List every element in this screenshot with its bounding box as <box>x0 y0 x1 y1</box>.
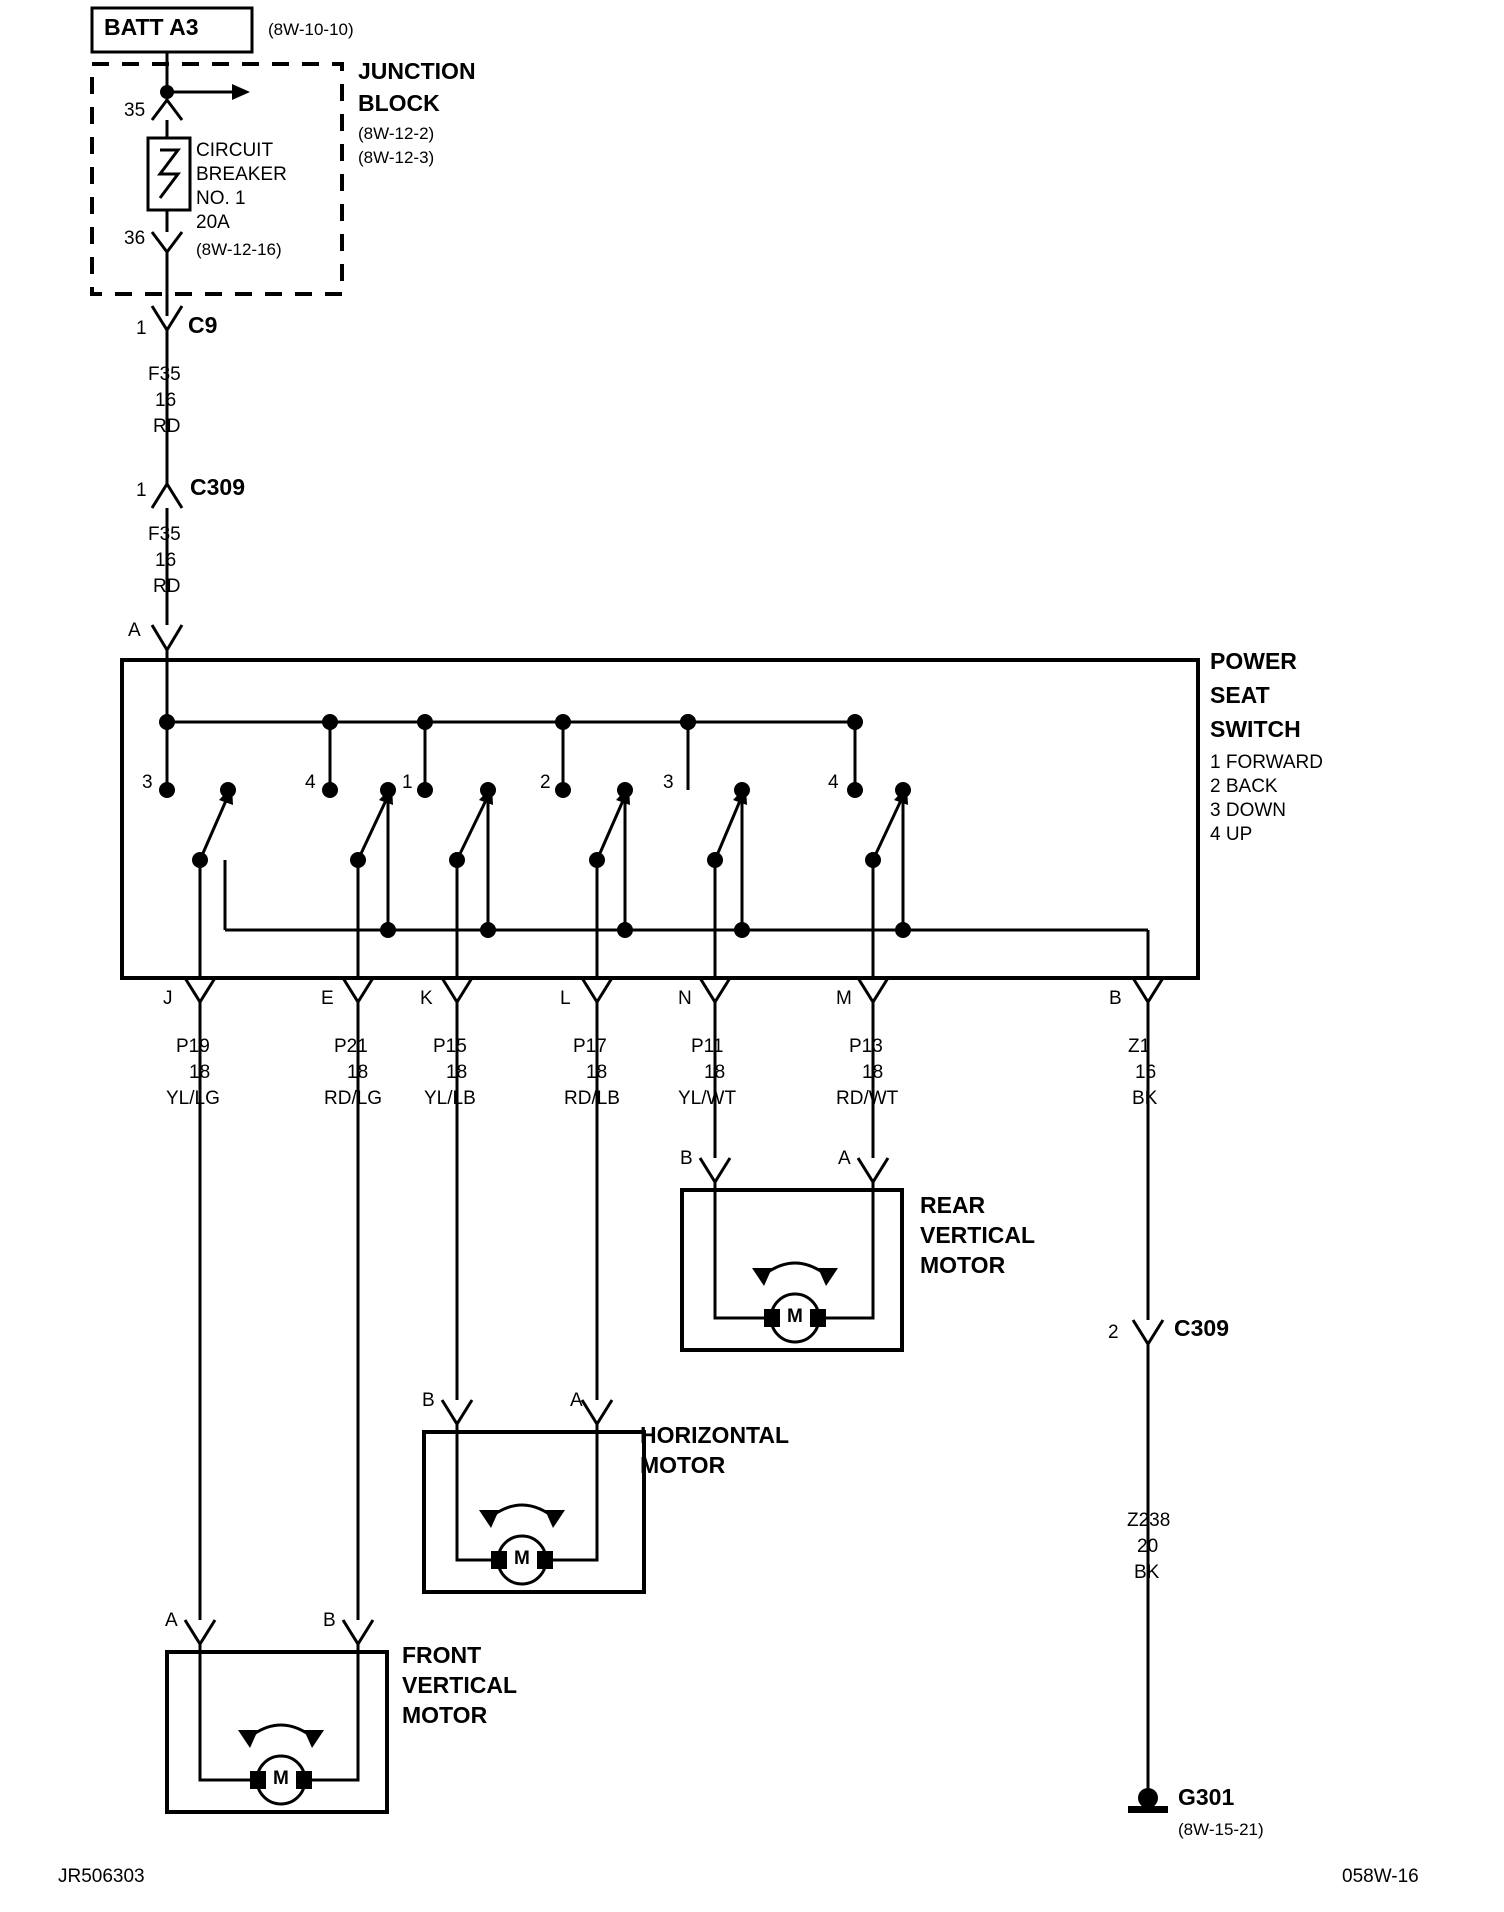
rear-motor-pin-left: B <box>680 1148 693 1169</box>
wire-b-color: BK <box>1132 1088 1158 1109</box>
wire-e-gauge: 18 <box>347 1062 369 1083</box>
horizontal-motor-pin-right: A <box>570 1390 583 1411</box>
ground-wire-circuit: Z238 <box>1127 1510 1171 1531</box>
rear-motor-line2: VERTICAL <box>920 1222 1035 1248</box>
wire-e-circuit: P21 <box>334 1036 368 1057</box>
junction-block-ref2: (8W-12-3) <box>358 148 435 167</box>
feed-top-color: RD <box>153 416 181 437</box>
rear-motor-symbol: M <box>787 1306 803 1327</box>
feed-top-circuit: F35 <box>148 364 181 385</box>
wire-l-gauge: 18 <box>586 1062 608 1083</box>
switch-legend-2: 3 DOWN <box>1210 800 1286 821</box>
wire-j-circuit: P19 <box>176 1036 210 1057</box>
wire-j-gauge: 18 <box>189 1062 211 1083</box>
switch-output-pin-k: K <box>420 988 433 1009</box>
horizontal-motor-line1: HORIZONTAL <box>640 1422 790 1448</box>
footer-right: 058W-16 <box>1342 1866 1419 1887</box>
breaker-reference: (8W-12-16) <box>196 240 282 259</box>
wire-n-gauge: 18 <box>704 1062 726 1083</box>
feed-mid-circuit: F35 <box>148 524 181 545</box>
wire-l-circuit: P17 <box>573 1036 607 1057</box>
switch-legend-1: 2 BACK <box>1210 776 1278 797</box>
wire-n-circuit: P11 <box>691 1036 724 1057</box>
ground-point-name: G301 <box>1178 1784 1235 1810</box>
footer-left: JR506303 <box>58 1866 145 1887</box>
c9-name: C9 <box>188 312 218 338</box>
switch-output-pin-b: B <box>1109 988 1122 1009</box>
wire-j-color: YL/LG <box>166 1088 220 1109</box>
wire-k-gauge: 18 <box>446 1062 468 1083</box>
c9-pin: 1 <box>136 318 147 339</box>
breaker-line4: 20A <box>196 212 230 233</box>
horizontal-motor-line2: MOTOR <box>640 1452 726 1478</box>
junction-block-line1: JUNCTION <box>358 58 476 84</box>
switch-title-line3: SWITCH <box>1210 716 1301 742</box>
horizontal-motor-symbol: M <box>514 1548 530 1569</box>
wire-m-circuit: P13 <box>849 1036 883 1057</box>
rear-motor-line3: MOTOR <box>920 1252 1006 1278</box>
wire-b-circuit: Z1 <box>1128 1036 1151 1057</box>
breaker-line1: CIRCUIT <box>196 140 274 161</box>
battery-reference: (8W-10-10) <box>268 20 354 39</box>
feed-top-gauge: 16 <box>155 390 177 411</box>
wire-k-color: YL/LB <box>424 1088 476 1109</box>
wire-k-circuit: P15 <box>433 1036 467 1057</box>
wire-l-color: RD/LB <box>564 1088 620 1109</box>
junction-block-ref1: (8W-12-2) <box>358 124 435 143</box>
horizontal-motor-pin-left: B <box>422 1390 435 1411</box>
switch-position-0: 3 <box>142 772 153 793</box>
switch-position-5: 4 <box>828 772 839 793</box>
switch-position-3: 2 <box>540 772 551 793</box>
switch-input-pin: A <box>128 620 141 641</box>
rear-motor-line1: REAR <box>920 1192 986 1218</box>
c309-bottom-pin: 2 <box>1108 1322 1119 1343</box>
breaker-line2: BREAKER <box>196 164 287 185</box>
wire-b-gauge: 16 <box>1135 1062 1157 1083</box>
c309-top-name: C309 <box>190 474 245 500</box>
wire-m-color: RD/WT <box>836 1088 899 1109</box>
switch-output-pin-m: M <box>836 988 852 1009</box>
switch-title-line2: SEAT <box>1210 682 1270 708</box>
switch-output-pin-l: L <box>560 988 571 1009</box>
front-motor-pin-left: A <box>165 1610 178 1631</box>
rear-motor-pin-right: A <box>838 1148 851 1169</box>
front-motor-line2: VERTICAL <box>402 1672 517 1698</box>
switch-position-2: 1 <box>402 772 413 793</box>
battery-label: BATT A3 <box>104 14 199 40</box>
junction-pin-35: 35 <box>124 100 146 121</box>
switch-position-4: 3 <box>663 772 674 793</box>
c309-bottom-name: C309 <box>1174 1315 1229 1341</box>
ground-wire-color: BK <box>1134 1562 1160 1583</box>
switch-output-pin-e: E <box>321 988 334 1009</box>
junction-block-line2: BLOCK <box>358 90 440 116</box>
wire-e-color: RD/LG <box>324 1088 383 1109</box>
c309-top-pin: 1 <box>136 480 147 501</box>
switch-legend-3: 4 UP <box>1210 824 1253 845</box>
front-motor-pin-right: B <box>323 1610 336 1631</box>
junction-pin-36: 36 <box>124 228 146 249</box>
wire-n-color: YL/WT <box>678 1088 737 1109</box>
switch-legend-0: 1 FORWARD <box>1210 752 1323 773</box>
front-motor-symbol: M <box>273 1768 289 1789</box>
switch-output-pin-j: J <box>163 988 173 1009</box>
ground-wire-gauge: 20 <box>1137 1536 1159 1557</box>
ground-point-reference: (8W-15-21) <box>1178 1820 1264 1839</box>
front-motor-line3: MOTOR <box>402 1702 488 1728</box>
wire-m-gauge: 18 <box>862 1062 884 1083</box>
switch-title-line1: POWER <box>1210 648 1297 674</box>
breaker-line3: NO. 1 <box>196 188 246 209</box>
feed-mid-gauge: 16 <box>155 550 177 571</box>
feed-mid-color: RD <box>153 576 181 597</box>
switch-position-1: 4 <box>305 772 316 793</box>
front-motor-line1: FRONT <box>402 1642 482 1668</box>
switch-output-pin-n: N <box>678 988 692 1009</box>
